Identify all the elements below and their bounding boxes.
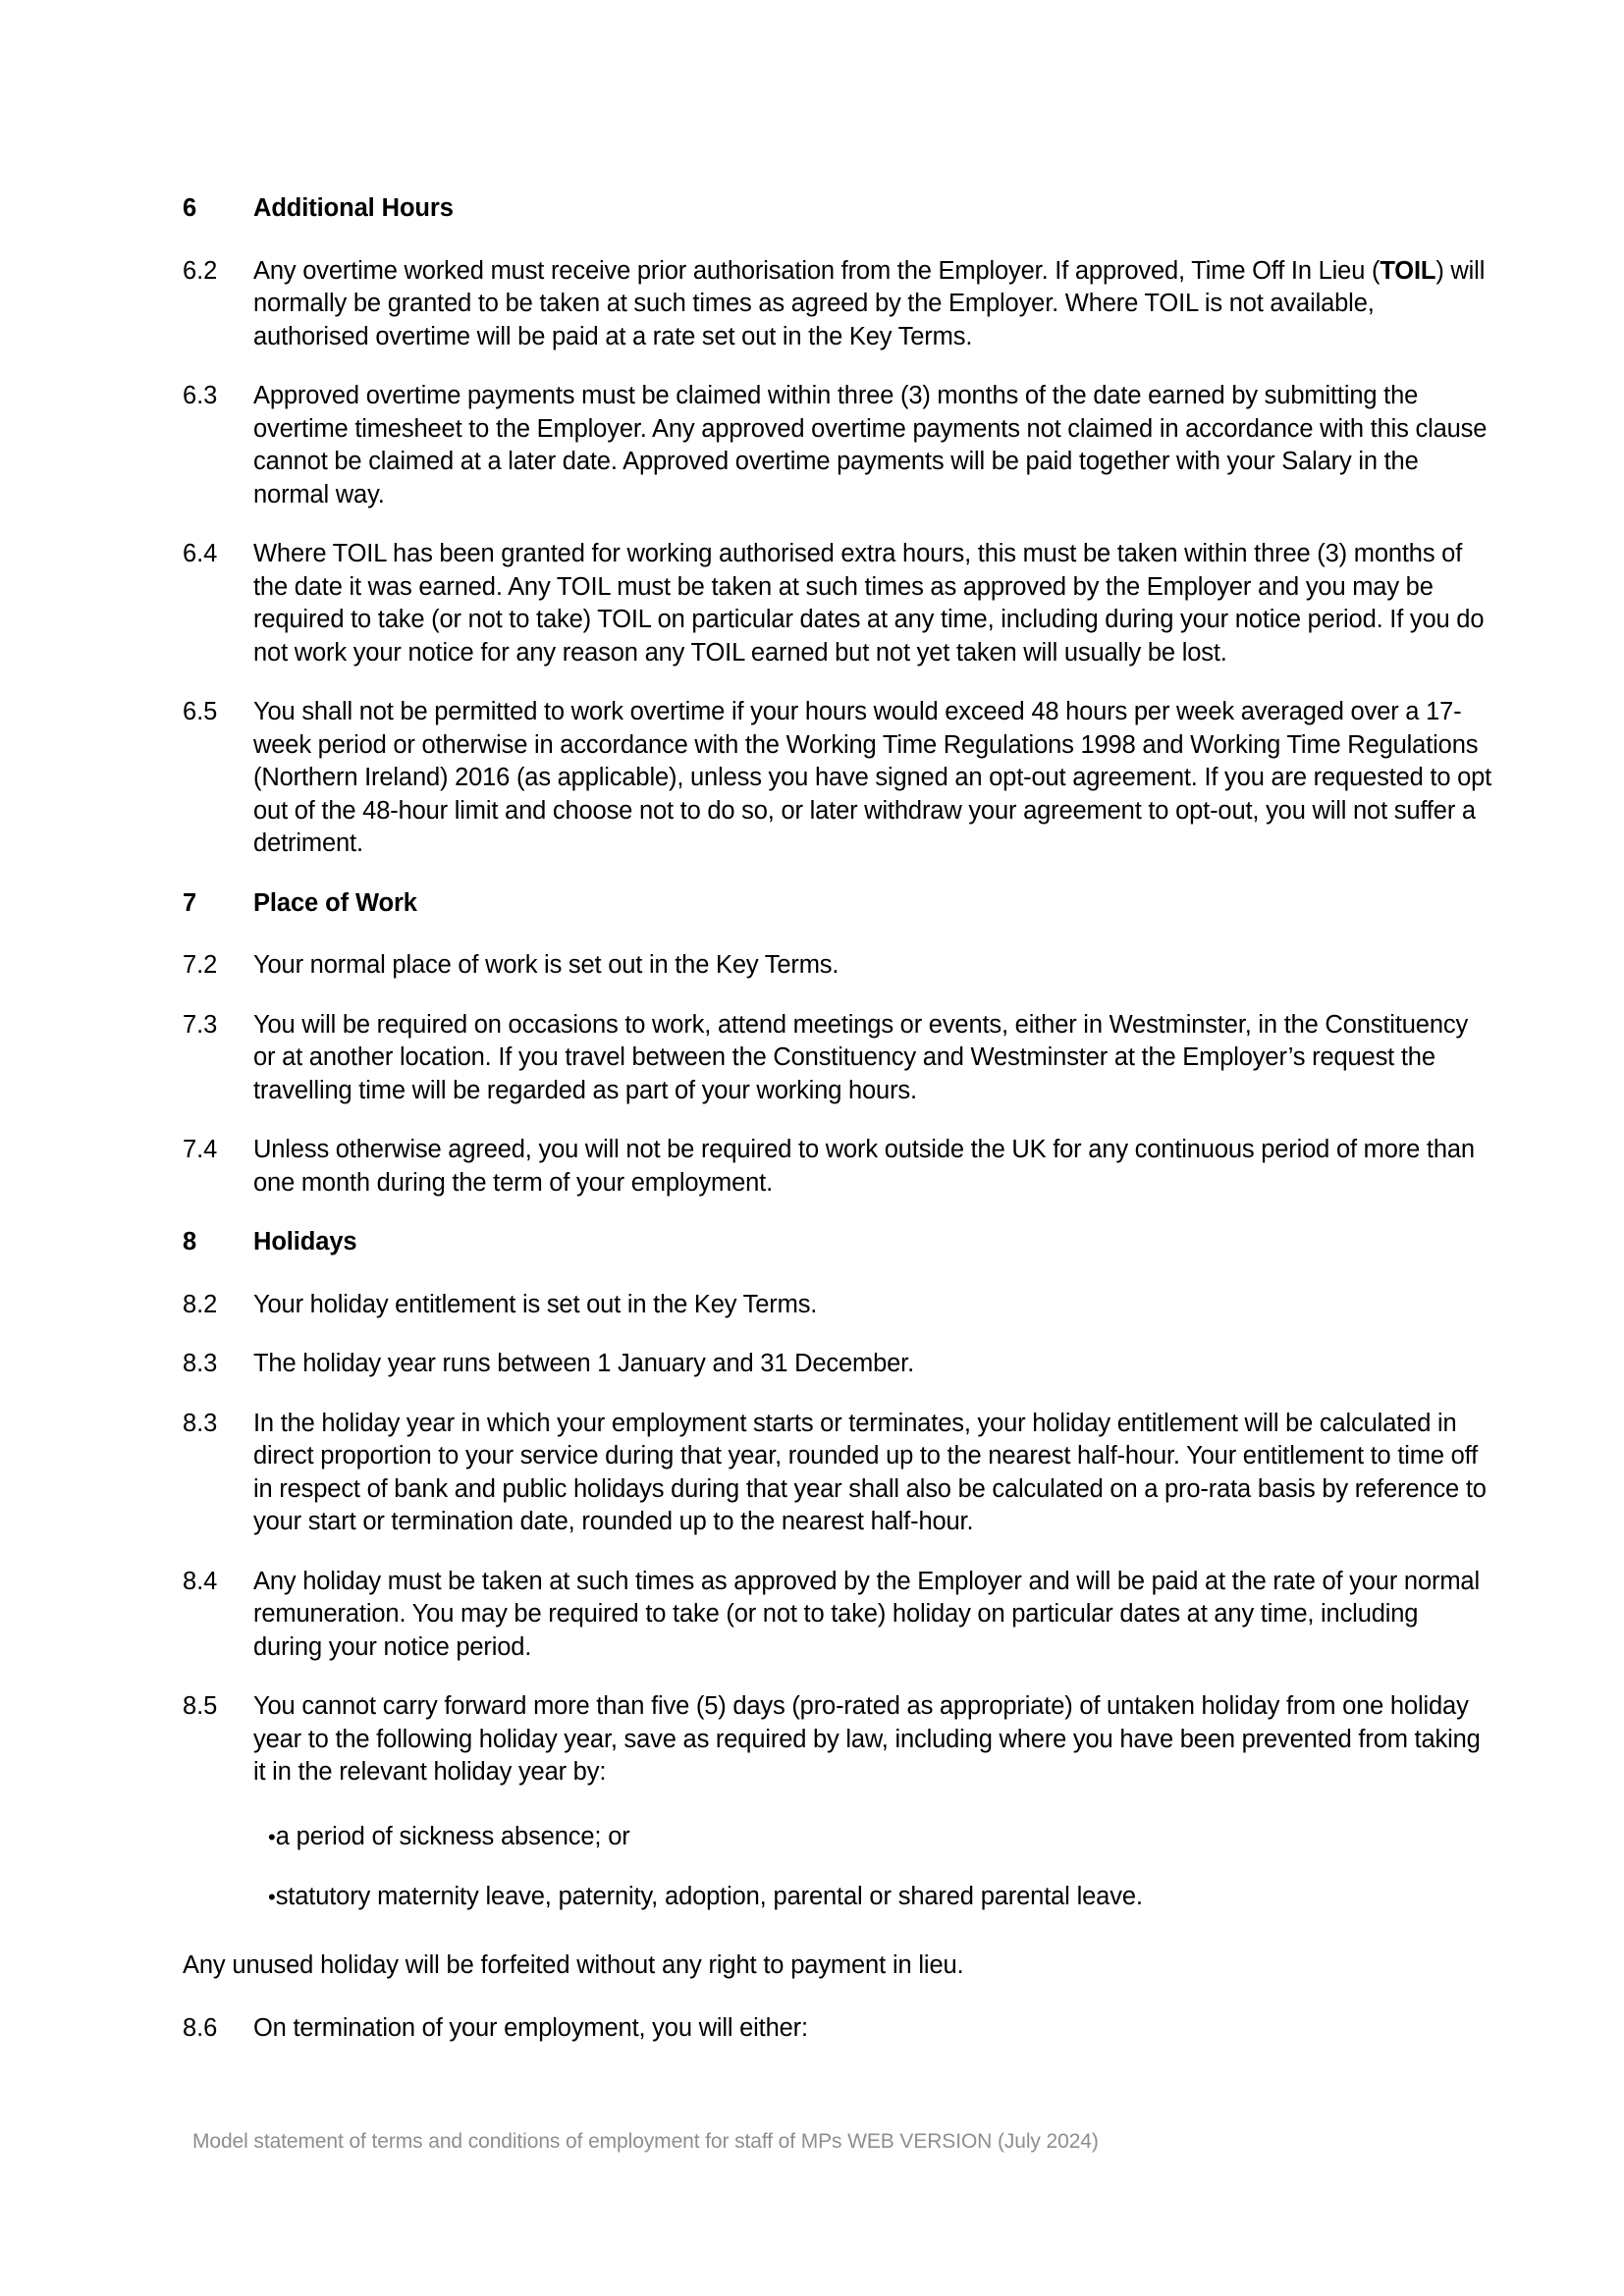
bullet-icon: • <box>268 1885 276 1909</box>
section-title: Additional Hours <box>253 194 454 222</box>
clause-number: 7.2 <box>183 951 218 979</box>
clause-number: 8.3 <box>183 1409 218 1437</box>
page-footer: Model statement of terms and conditions of employment for staff of MPs WEB VERSION (July 2024) <box>192 2130 1099 2153</box>
clause-6-4 <box>183 538 1492 669</box>
section-heading-7 <box>183 887 1492 921</box>
clause-6-2 <box>183 255 1492 354</box>
section-heading-8 <box>183 1226 1492 1259</box>
clause-number: 8.4 <box>183 1567 218 1595</box>
clause-text: Approved overtime payments must be claimed within three (3) months of the date earned by submitting the overtime timesheet to the Employer. Any approved overtime payments not claimed in accordance with this clause cannot be claimed at a later date. Approved overtime payments will be paid together with your Salary in the normal way. <box>253 382 1488 508</box>
list-item-label: statutory maternity leave, paternity, adoption, parental or shared parental leave. <box>275 1883 1143 1910</box>
bullet-icon: • <box>268 1824 276 1849</box>
section-heading-6 <box>183 192 1492 226</box>
clause-number: 8.3 <box>183 1350 218 1377</box>
clause-8-4 <box>183 1566 1492 1665</box>
clause-text: Any holiday must be taken at such times as approved by the Employer and will be paid at the rate of your normal remuneration. You may be required to take (or not to take) holiday on particular dates at any time, including during your notice period. <box>253 1567 1480 1661</box>
unnumbered-paragraph: Any unused holiday will be forfeited without any right to payment in lieu. <box>183 1950 964 1979</box>
clause-8-2 <box>183 1289 1492 1322</box>
clause-6-3 <box>183 380 1492 511</box>
clause-text: In the holiday year in which your employment starts or terminates, your holiday entitlement will be calculated in direct proportion to your service during that year, rounded up to the nearest half-hour. Your entitlement to time off in respect of bank and public holidays during that year shall also be calculated on a pro-rata basis by reference to your start or termination date, rounded up to the nearest half-hour. <box>253 1409 1487 1535</box>
clause-text-part-1: Any overtime worked must receive prior authorisation from the Employer. If approved, Time Off In Lieu ( <box>253 256 1380 285</box>
clause-7-3 <box>183 1009 1492 1108</box>
clause-number: 6.5 <box>183 698 218 725</box>
clause-number: 6.4 <box>183 540 218 567</box>
section-number: 7 <box>183 888 197 917</box>
clause-number: 6.3 <box>183 382 218 409</box>
clause-number: 8.6 <box>183 2014 218 2042</box>
clause-6-5 <box>183 696 1492 861</box>
clause-text: You cannot carry forward more than five (5) days (pro-rated as appropriate) of untaken holiday from one holiday year to the following holiday year, save as required by law, including where you have been prevented from taking it in the relevant holiday year by: <box>253 1692 1481 1786</box>
clause-number: 8.2 <box>183 1290 218 1318</box>
clause-number: 7.3 <box>183 1010 218 1039</box>
clause-8-5 <box>183 1690 1492 1789</box>
clause-number: 8.5 <box>183 1692 218 1720</box>
clause-7-4 <box>183 1134 1492 1200</box>
clause-8-3-a <box>183 1348 1492 1381</box>
list-item-label: a period of sickness absence; or <box>275 1822 630 1850</box>
clause-8-6 <box>183 2012 1492 2046</box>
clause-text: Your holiday entitlement is set out in the Key Terms. <box>253 1290 818 1318</box>
clause-text: Where TOIL has been granted for working authorised extra hours, this must be taken within three (3) months of the date it was earned. Any TOIL must be taken at such times as approved by the Employer and you may be required to take (or not to take) TOIL on particular dates at any time, including during your notice period. If you do not work your notice for any reason any TOIL earned but not yet taken will usually be lost. <box>253 540 1485 667</box>
clause-text <box>253 255 1492 354</box>
clause-text: On termination of your employment, you will either: <box>253 2014 808 2042</box>
section-title: Holidays <box>253 1228 357 1255</box>
clause-8-3-b <box>183 1408 1492 1539</box>
clause-text: You shall not be permitted to work overtime if your hours would exceed 48 hours per week averaged over a 17-week period or otherwise in accordance with the Working Time Regulations 1998 and Working Time Regulations (Northern Ireland) 2016 (as applicable), unless you have signed an opt-out agreement. If you are requested to opt out of the 48-hour limit and choose not to do so, or later withdraw your agreement to opt-out, you will not suffer a detriment. <box>253 698 1492 857</box>
list-item <box>183 1821 1492 1854</box>
bullet-list <box>183 1821 1492 1914</box>
clause-text: You will be required on occasions to work, attend meetings or events, either in Westminster, in the Constituency or at another location. If you travel between the Constituency and Westminster at the Employer’s request the travelling time will be regarded as part of your working hours. <box>253 1010 1469 1104</box>
clause-defined-term: TOIL <box>1380 256 1436 285</box>
section-title: Place of Work <box>253 888 417 917</box>
list-item <box>183 1881 1492 1914</box>
clause-number: 6.2 <box>183 256 218 285</box>
section-number: 6 <box>183 194 197 222</box>
clause-text: The holiday year runs between 1 January and 31 December. <box>253 1350 915 1377</box>
document-body <box>183 187 1492 2072</box>
clause-text: Your normal place of work is set out in the Key Terms. <box>253 951 839 979</box>
clause-number: 7.4 <box>183 1136 218 1163</box>
clause-text: Unless otherwise agreed, you will not be required to work outside the UK for any continuous period of more than one month during the term of your employment. <box>253 1136 1475 1197</box>
clause-7-2 <box>183 949 1492 983</box>
clause-text-part-2: ) will normally be granted to be taken at such times as agreed by the Employer. Where TOIL is not available, authorised overtime will be paid at a rate set out in the Key Terms. <box>253 256 1486 350</box>
section-number: 8 <box>183 1228 197 1255</box>
